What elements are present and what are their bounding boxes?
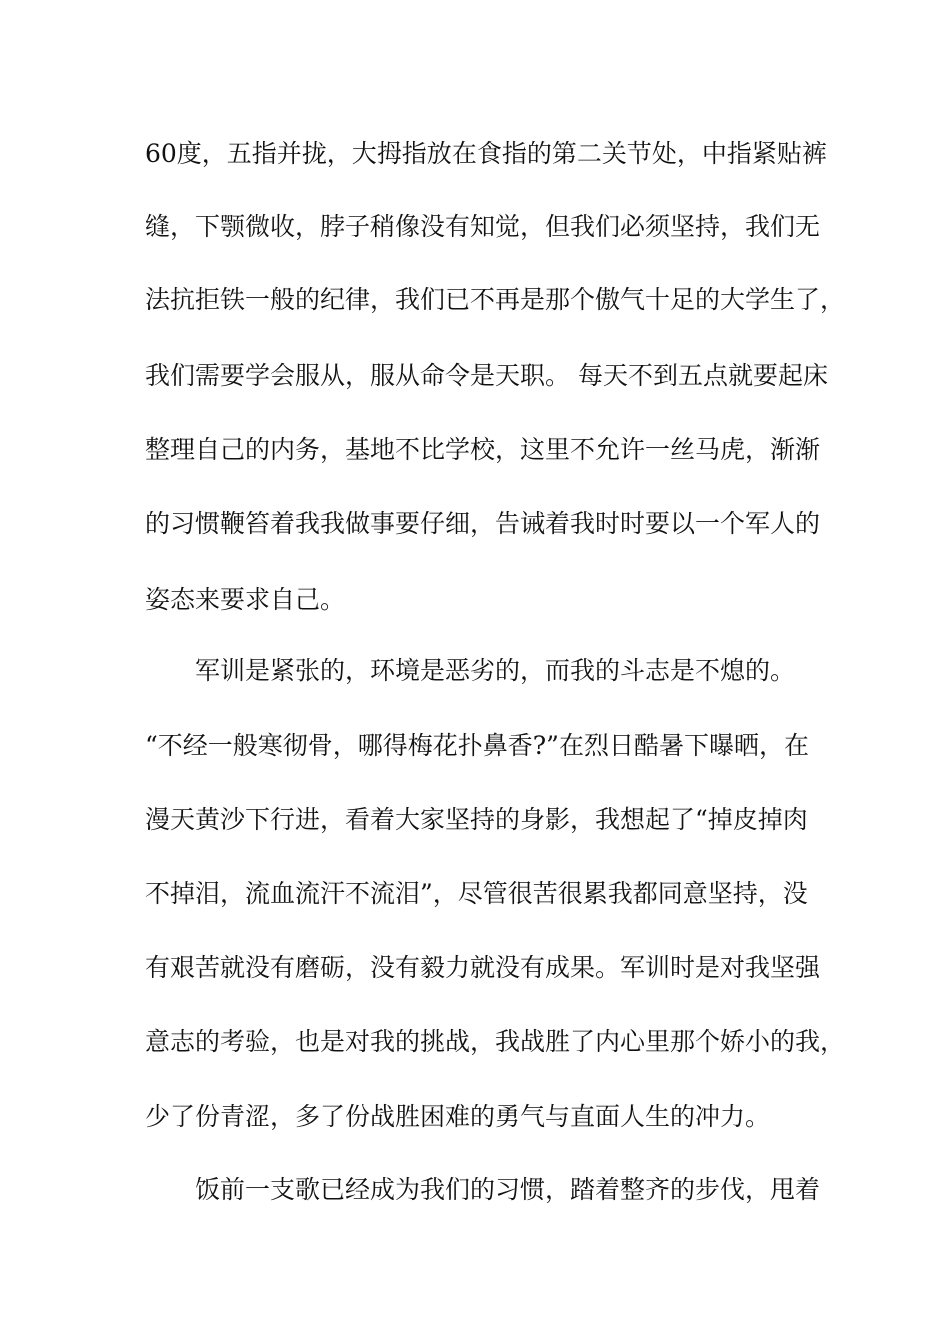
text-line: 不掉泪，流血流汗不流泪”，尽管很苦很累我都同意坚持，没 (145, 879, 808, 908)
text-line: 意志的考验，也是对我的挑战，我战胜了内心里那个娇小的我， (145, 1027, 846, 1056)
text-line: 漫天黄沙下行进，看着大家坚持的身影，我想起了“掉皮掉肉 (145, 805, 808, 834)
text-line: 整理自己的内务，基地不比学校，这里不允许一丝马虎，渐渐 (145, 435, 821, 464)
text-line: 我们需要学会服从，服从命令是天职。 每天不到五点就要起床 (145, 361, 828, 390)
text-line: 姿态来要求自己。 (145, 585, 346, 614)
text-line: 60度，五指并拢，大拇指放在食指的第二关节处，中指紧贴裤 (145, 139, 827, 168)
text-line: 缝，下颚微收，脖子稍像没有知觉，但我们必须坚持，我们无 (145, 212, 821, 241)
text-line: 少了份青涩，多了份战胜困难的勇气与直面人生的冲力。 (145, 1102, 771, 1131)
text-line: 有艰苦就没有磨砺，没有毅力就没有成果。军训时是对我坚强 (145, 953, 821, 982)
text-line: “不经一般寒彻骨，哪得梅花扑鼻香?”在烈日酷暑下曝晒，在 (145, 731, 809, 760)
paragraph-first-line: 军训是紧张的，环境是恶劣的，而我的斗志是不熄的。 (195, 656, 796, 685)
text-line: 的习惯鞭笞着我我做事要仔细，告诫着我时时要以一个军人的 (145, 509, 821, 538)
paragraph-first-line: 饭前一支歌已经成为我们的习惯，踏着整齐的步伐，甩着 (195, 1175, 821, 1204)
text-line: 法抗拒铁一般的纪律，我们已不再是那个傲气十足的大学生了， (145, 285, 846, 314)
